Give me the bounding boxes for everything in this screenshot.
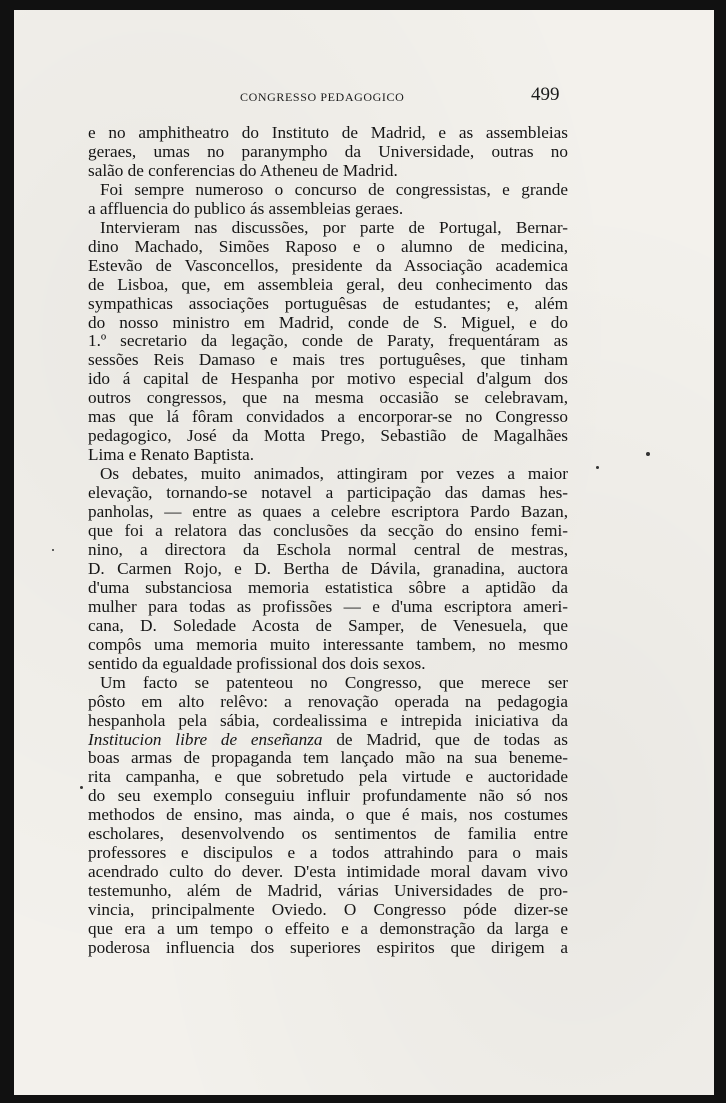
text-line: a affluencia do publico ás assembleias geraes. [88, 198, 404, 218]
text-line: ido á capital de Hespanha por motivo especial d'algum dos [88, 369, 568, 389]
scan-border-bottom [0, 1095, 726, 1103]
text-line: poderosa influencia dos superiores espiritos que dirigem a [88, 937, 568, 957]
text-line: geraes, umas no paranympho da Universidade, outras no [88, 141, 568, 161]
text-line: boas armas de propaganda tem lançado mão na sua beneme- [88, 748, 568, 768]
text-line: nino, a directora da Eschola normal central de mestras, [88, 539, 568, 559]
scan-speck [80, 786, 83, 789]
text-line: Foi sempre numeroso o concurso de congressistas, e grande [100, 179, 568, 199]
text-line: que era a um tempo o effeito e a demonstração da larga e [88, 919, 568, 939]
text-line: de Lisboa, que, em assembleia geral, deu conhecimento das [88, 274, 568, 294]
scan-speck [596, 466, 599, 469]
text-line: elevação, tornando-se notavel a participação das damas hes- [88, 483, 568, 503]
text-line: hespanhola pela sábia, cordealissima e intrepida iniciativa da [88, 710, 568, 730]
page-number: 499 [531, 84, 560, 105]
text-line: outros congressos, que na mesma occasião se celebravam, [88, 388, 568, 408]
text-line: escholares, desenvolvendo os sentimentos de familia entre [88, 824, 568, 844]
text-line: professores e discipulos e a todos attrahindo para o mais [88, 843, 568, 863]
running-head: CONGRESSO PEDAGOGICO [240, 90, 405, 104]
paragraph [88, 181, 568, 219]
text-line: acendrado culto do dever. D'esta intimidade moral davam vivo [88, 862, 568, 882]
text-line: Intervieram nas discussões, por parte de Portugal, Bernar- [100, 217, 568, 237]
scan-speck [646, 452, 650, 456]
text-line: Estevão de Vasconcellos, presidente da Associação academica [88, 255, 568, 275]
text-line: sympathicas associações portuguêsas de estudantes; e, além [88, 293, 568, 313]
text-line: que foi a relatora das conclusões da secção do ensino femi- [88, 521, 568, 541]
text-line: methodos de ensino, mas ainda, o que é mais, nos costumes [88, 805, 568, 825]
text-line: do seu exemplo conseguiu influir profundamente não só nos [88, 786, 568, 806]
text-line: Institucion libre de enseñanza de Madrid, que de todas as [88, 729, 568, 749]
scan-speck [52, 549, 54, 551]
body-text [88, 124, 568, 958]
text-line: salão de conferencias do Atheneu de Madrid. [88, 160, 398, 180]
text-line: testemunho, além de Madrid, várias Universidades de pro- [88, 881, 568, 901]
text-line: mas que lá fôram convidados a encorporar-se no Congresso [88, 407, 568, 427]
text-line: cana, D. Soledade Acosta de Samper, de Venesuela, que [88, 615, 568, 635]
text-line: do nosso ministro em Madrid, conde de S. Miguel, e do [88, 312, 568, 332]
text-line: vincia, principalmente Oviedo. O Congresso póde dizer-se [88, 900, 568, 920]
text-line: pôsto em alto relêvo: a renovação operada na pedagogia [88, 691, 568, 711]
text-line: sessões Reis Damaso e mais tres portuguêses, que tinham [88, 350, 568, 370]
paragraph [88, 219, 568, 465]
paragraph [88, 674, 568, 958]
text-line: rita campanha, e que sobretudo pela virtude e auctoridade [88, 767, 568, 787]
paragraph [88, 124, 568, 181]
text-line: D. Carmen Rojo, e D. Bertha de Dávila, granadina, auctora [88, 558, 568, 578]
text-line: d'uma substanciosa memoria estatistica sôbre a aptidão da [88, 577, 568, 597]
text-line: sentido da egualdade profissional dos dois sexos. [88, 653, 426, 673]
text-line: e no amphitheatro do Instituto de Madrid, e as assembleias [88, 123, 568, 142]
scan-border-right [712, 0, 726, 1103]
text-line: Os debates, muito animados, attingiram por vezes a maior [100, 464, 568, 484]
text-line: dino Machado, Simões Raposo e o alumno de medicina, [88, 236, 568, 256]
text-line: Um facto se patenteou no Congresso, que merece ser [100, 672, 568, 692]
text-line: mulher para todas as profissões — e d'uma escriptora ameri- [88, 596, 568, 616]
text-line: panholas, — entre as quaes a celebre escriptora Pardo Bazan, [88, 502, 568, 522]
paragraph [88, 465, 568, 673]
text-line: 1.º secretario da legação, conde de Paraty, frequentáram as [88, 331, 568, 351]
text-line: Lima e Renato Baptista. [88, 445, 255, 465]
institution-name-italic: Institucion libre de enseñanza [88, 729, 323, 749]
text-line: compôs uma memoria muito interessante tambem, no mesmo [88, 634, 568, 654]
text-line: pedagogico, José da Motta Prego, Sebastião de Magalhães [88, 426, 568, 446]
